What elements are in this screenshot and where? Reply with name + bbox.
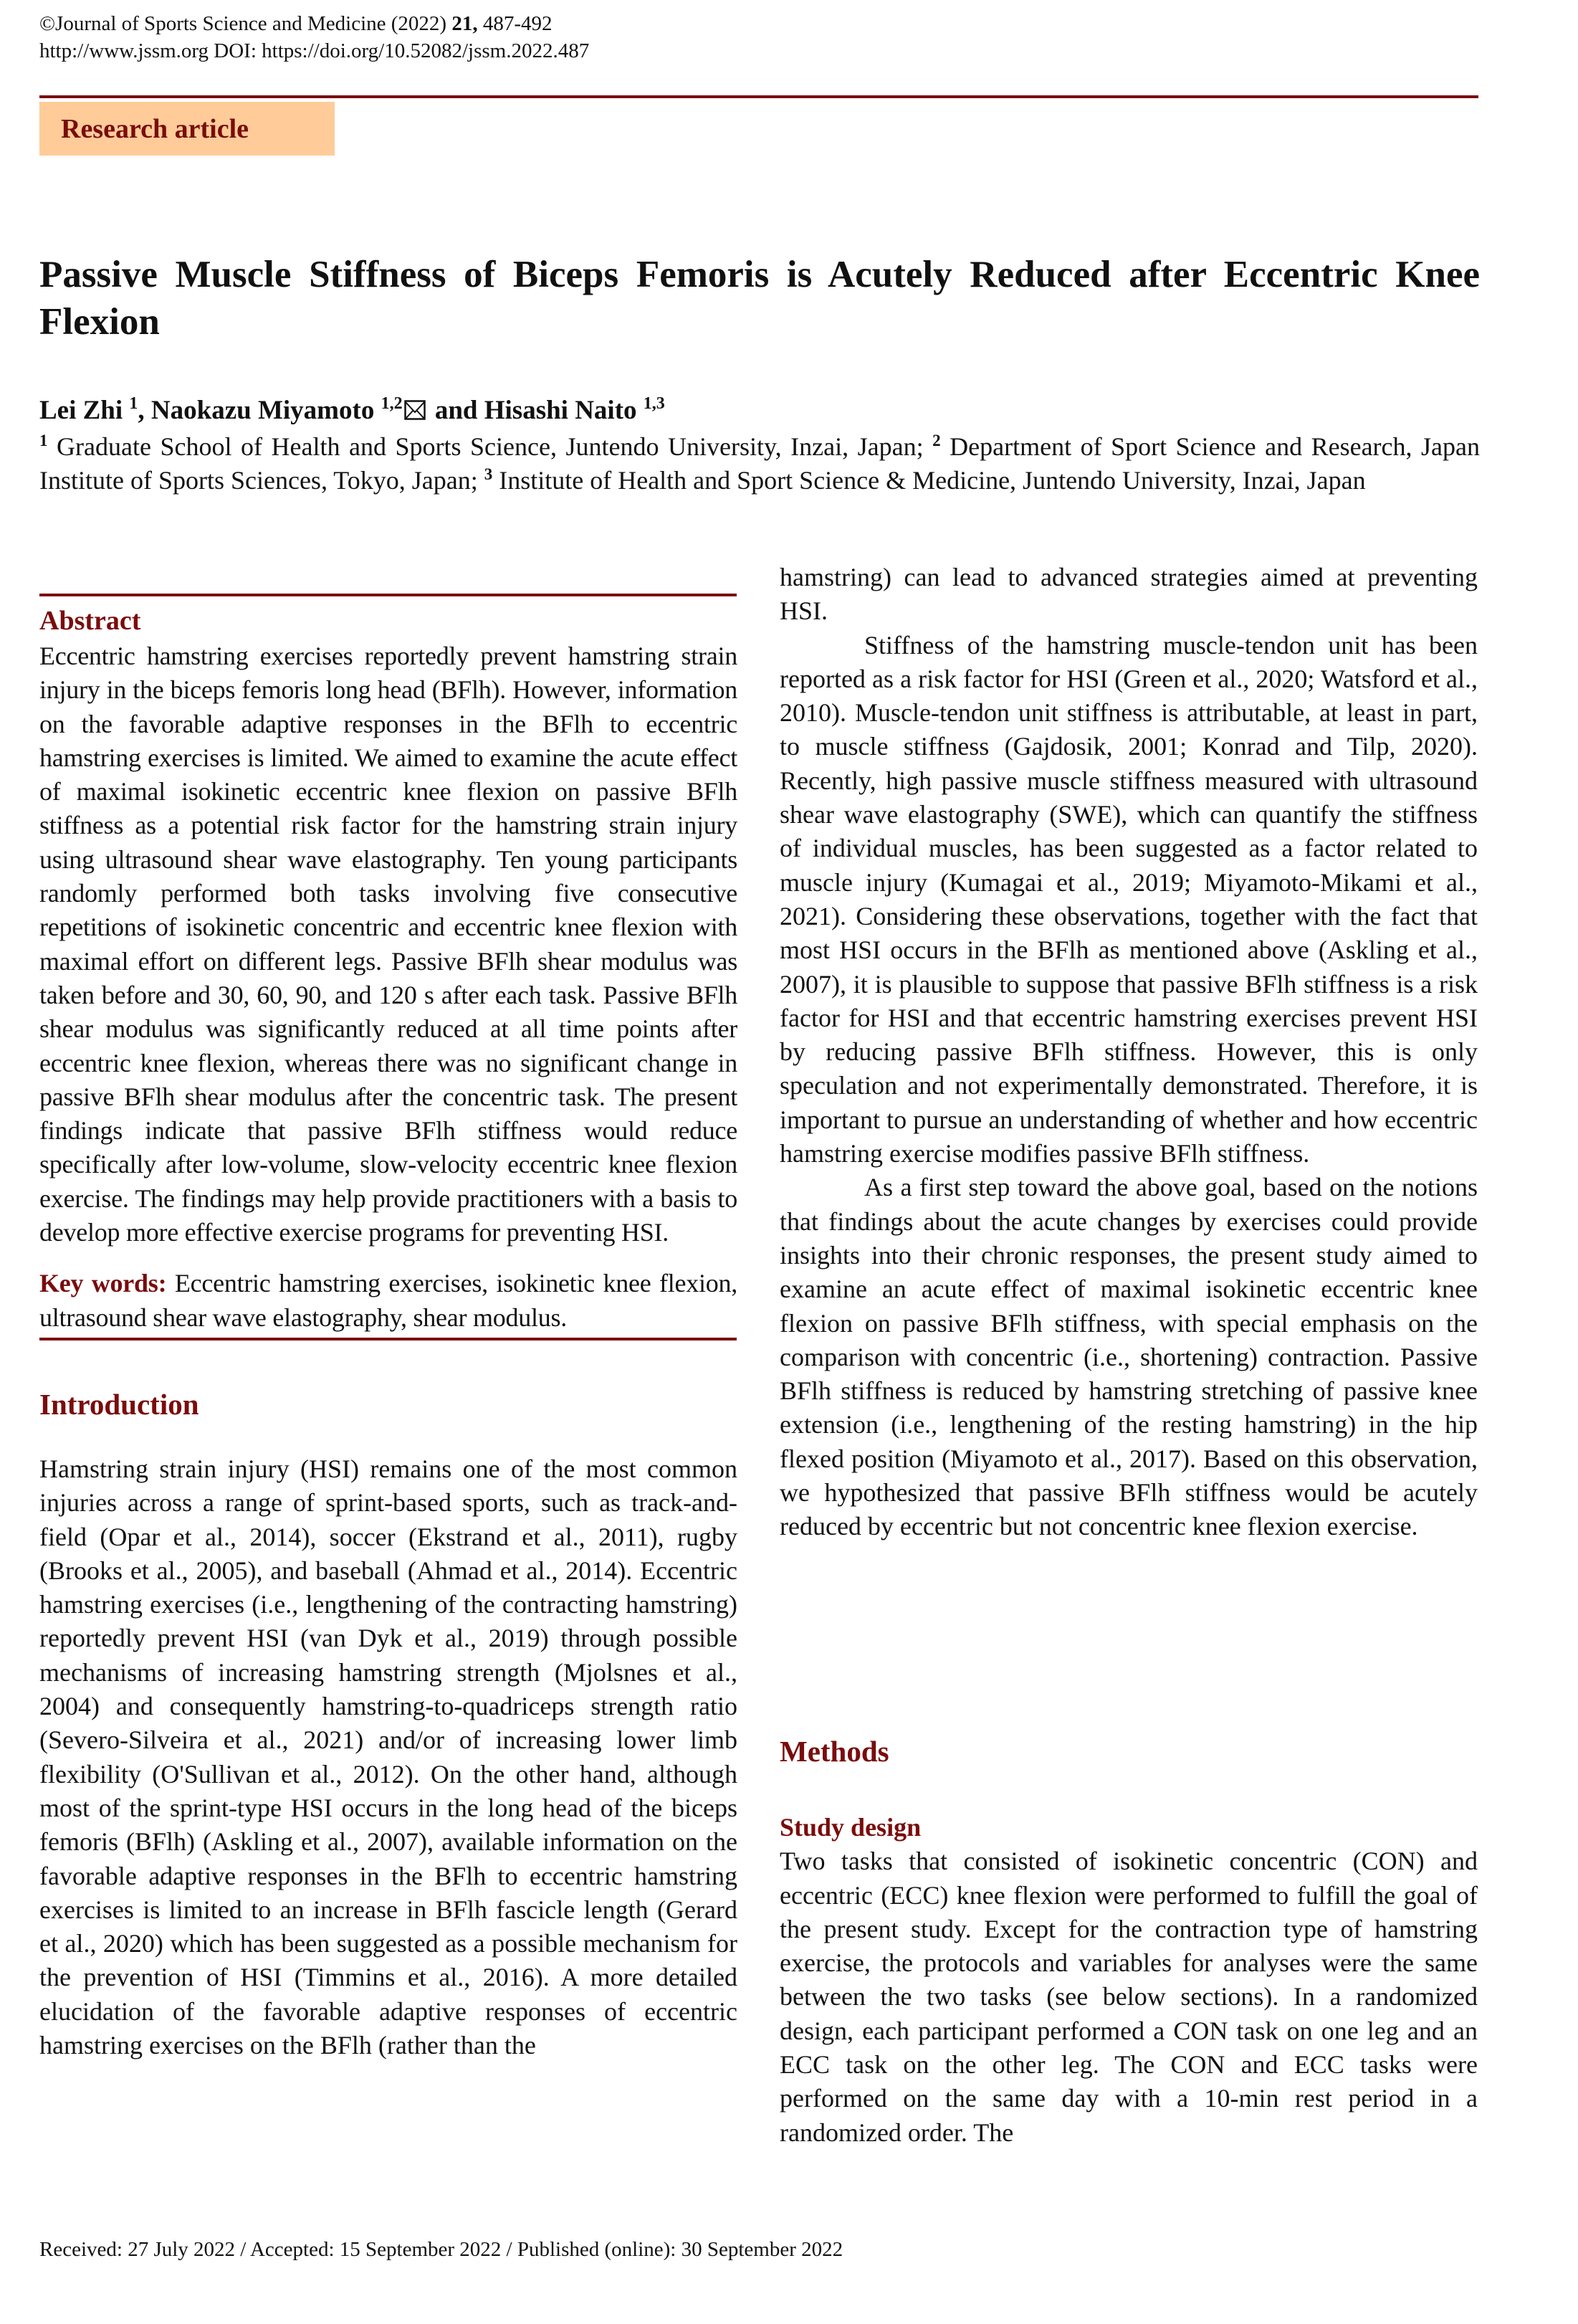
- author-name: Naokazu Miyamoto: [150, 396, 375, 425]
- introduction-heading: Introduction: [39, 1388, 199, 1421]
- author-affil-marker: 1,2: [381, 394, 403, 413]
- keywords-label: Key words:: [39, 1269, 167, 1298]
- publication-dates: Received: 27 July 2022 / Accepted: 15 September 2022 / Published (online): 30 September 2022: [39, 2238, 843, 2261]
- study-design-section: [780, 1811, 1478, 2150]
- abstract-section: [39, 602, 737, 1335]
- header-divider: [39, 95, 1478, 98]
- introduction-paragraph: As a first step toward the above goal, based on the notions that findings about the acute changes by exercises could provide insights into their chronic responses, the present study aimed to examine an acute effect of maximal isokinetic eccentric knee flexion on passive BFlh stiffness, with special emphasis on the comparison with concentric (i.e., shortening) contraction. Passive BFlh stiffness is reduced by hamstring stretching of passive knee extension (i.e., lengthening of the resting hamstring) in the hip flexed position (Miyamoto et al., 2017). Based on this observation, we hypothesized that passive BFlh stiffness would be acutely reduced by eccentric but not concentric knee flexion exercise.: [780, 1173, 1478, 1541]
- abstract-heading: Abstract: [39, 606, 141, 636]
- abstract-bottom-divider: [39, 1338, 737, 1340]
- paper-title: Passive Muscle Stiffness of Biceps Femoris is Acutely Reduced after Eccentric Knee Flexion: [39, 254, 1480, 343]
- introduction-body-left: [39, 1452, 737, 2062]
- journal-volume: 21,: [451, 12, 478, 35]
- affil-text: Institute of Health and Sport Science & Medicine, Juntendo University, Inzai, Japan: [492, 466, 1366, 495]
- author-name: Lei Zhi: [39, 396, 123, 425]
- introduction-body-right: [780, 561, 1478, 1544]
- article-type-banner: [39, 102, 335, 156]
- keywords: [39, 1267, 737, 1335]
- introduction-paragraph: Stiffness of the hamstring muscle-tendon unit has been reported as a risk factor for HSI (Green et al., 2020; Watsford et al., 2010). Muscle-tendon unit stiffness is attributable, at least in part, to muscle stiffness (Gajdosik, 2001; Konrad and Tilp, 2020). Recently, high passive muscle stiffness measured with ultrasound shear wave elastography (SWE), which can quantify the stiffness of individual muscles, has been suggested as a factor related to muscle injury (Kumagai et al., 2019; Miyamoto-Mikami et al., 2021). Considering these observations, together with the fact that most HSI occurs in the BFlh as mentioned above (Askling et al., 2007), it is plausible to suppose that passive BFlh stiffness is a risk factor for HSI and that eccentric hamstring exercises prevent HSI by reducing passive BFlh stiffness. However, this is only speculation and not experimentally demonstrated. Therefore, it is important to pursue an understanding of whether and how eccentric hamstring exercise modifies passive BFlh stiffness.: [780, 630, 1478, 1168]
- journal-url-doi[interactable]: http://www.jssm.org DOI: https://doi.org/10.52082/jssm.2022.487: [39, 39, 590, 62]
- methods-heading: Methods: [780, 1735, 889, 1768]
- introduction-paragraph-continuation: hamstring) can lead to advanced strategies aimed at preventing HSI.: [780, 563, 1478, 626]
- author-list: [39, 393, 665, 429]
- study-design-heading: Study design: [780, 1813, 922, 1842]
- journal-name: ©Journal of Sports Science and Medicine (2022): [39, 12, 452, 35]
- journal-citation: [39, 10, 553, 37]
- keywords-text: Eccentric hamstring exercises, isokinetic knee flexion, ultrasound shear wave elastography, shear modulus.: [39, 1269, 737, 1332]
- affil-number: 1: [39, 432, 48, 449]
- separator: and: [428, 396, 484, 425]
- envelope-icon[interactable]: [404, 394, 426, 414]
- affil-text: Department of Sport Science and Research, Japan Institute of Sports Sciences, Tokyo, Japan;: [39, 432, 1481, 495]
- author-affil-marker: 1: [129, 394, 138, 413]
- affil-number: 2: [932, 432, 941, 449]
- journal-pages: 487-492: [477, 12, 553, 35]
- affil-text: Graduate School of Health and Sports Science, Juntendo University, Inzai, Japan;: [47, 432, 933, 461]
- abstract-top-divider: [39, 594, 737, 596]
- introduction-paragraph: Hamstring strain injury (HSI) remains one of the most common injuries across a range of sprint-based sports, such as track-and-field (Opar et al., 2014), soccer (Ekstrand et al., 2011), rugby (Brooks et al., 2005), and baseball (Ahmad et al., 2014). Eccentric hamstring exercises (i.e., lengthening of the contracting hamstring) reportedly prevent HSI (van Dyk et al., 2019) through possible mechanisms of increasing hamstring strength (Mjolsnes et al., 2004) and consequently hamstring-to-quadriceps strength ratio (Severo-Silveira et al., 2021) and/or of increasing lower limb flexibility (O'Sullivan et al., 2012). On the other hand, although most of the sprint-type HSI occurs in the long head of the biceps femoris (BFlh) (Askling et al., 2007), available information on the favorable adaptive responses in the BFlh to eccentric hamstring exercises is limited to an increase in BFlh fascicle length (Gerard et al., 2020) which has been suggested as a possible mechanism for the prevention of HSI (Timmins et al., 2016). A more detailed elucidation of the favorable adaptive responses of eccentric hamstring exercises on the BFlh (rather than the: [39, 1454, 737, 2060]
- separator: ,: [138, 396, 151, 425]
- author-name: Hisashi Naito: [484, 396, 637, 425]
- author-affil-marker: 1,3: [643, 394, 665, 413]
- affiliations: [39, 430, 1480, 497]
- affil-number: 3: [484, 465, 493, 483]
- article-type-label: Research article: [61, 114, 249, 144]
- study-design-text: Two tasks that consisted of isokinetic concentric (CON) and eccentric (ECC) knee flexion were performed to fulfill the goal of the present study. Except for the contraction type of hamstring exercise, the protocols and variables for analyses were the same between the two tasks (see below sections). In a randomized design, each participant performed a CON task on one leg and an ECC task on the other leg. The CON and ECC tasks were performed on the same day with a 10-min rest period in a randomized order. The: [780, 1847, 1478, 2147]
- abstract-text: Eccentric hamstring exercises reportedly prevent hamstring strain injury in the biceps femoris long head (BFlh). However, information on the favorable adaptive responses in the BFlh to eccentric hamstring exercises is limited. We aimed to examine the acute effect of maximal isokinetic eccentric knee flexion on passive BFlh stiffness as a potential risk factor for the hamstring strain injury using ultrasound shear wave elastography. Ten young participants randomly performed both tasks involving five consecutive repetitions of isokinetic concentric and eccentric knee flexion with maximal effort on different legs. Passive BFlh shear modulus was taken before and 30, 60, 90, and 120 s after each task. Passive BFlh shear modulus was significantly reduced at all time points after eccentric knee flexion, whereas there was no significant change in passive BFlh shear modulus after the concentric task. The present findings indicate that passive BFlh stiffness would reduce specifically after low-volume, slow-velocity eccentric knee flexion exercise. The findings may help provide practitioners with a basis to develop more effective exercise programs for preventing HSI.: [39, 642, 737, 1247]
